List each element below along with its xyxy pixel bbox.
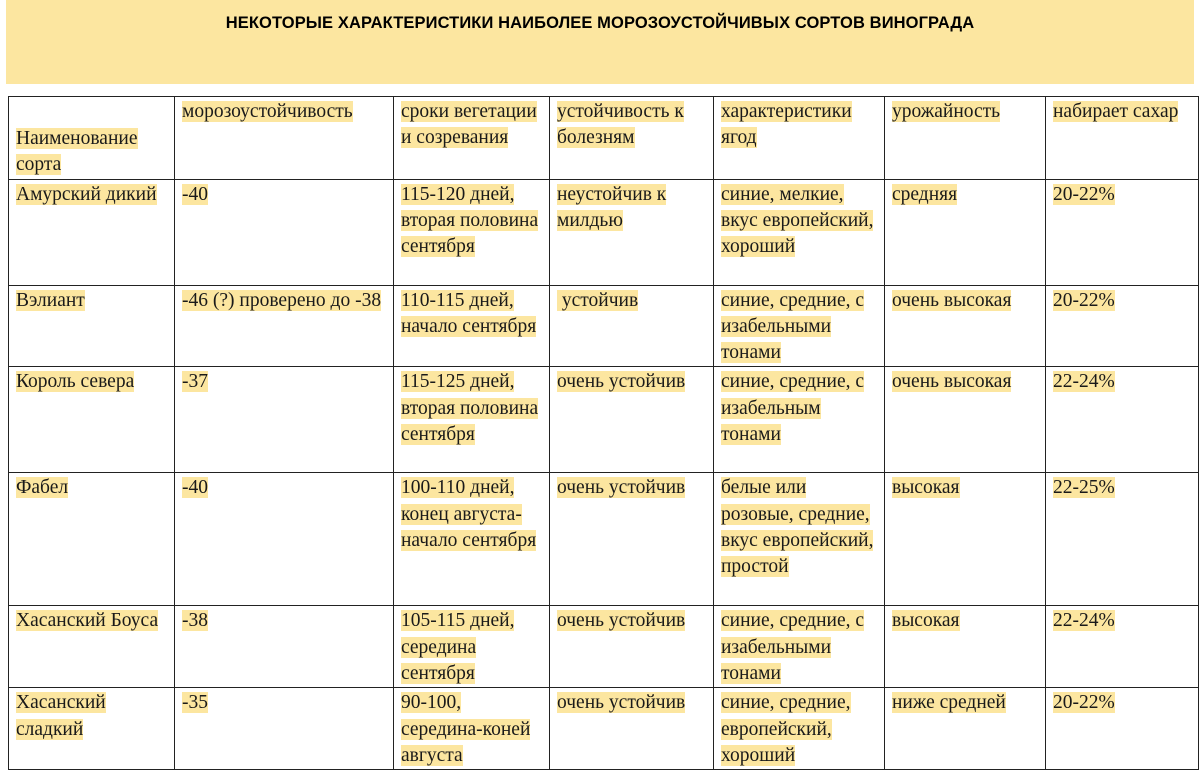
- grape-varieties-table: [8, 96, 1199, 770]
- berry-characteristics-cell: синие, средние, европейский, хороший: [714, 688, 885, 770]
- yield-cell: ниже средней: [885, 688, 1046, 770]
- berry-characteristics-cell: синие, мелкие, вкус европейский, хороший: [714, 179, 885, 285]
- table-row: [9, 688, 1199, 770]
- vegetation-period-cell: 115-120 дней, вторая половина сентября: [394, 179, 550, 285]
- yield-cell: высокая: [885, 473, 1046, 606]
- header-cell-text: морозоустойчивость: [182, 101, 353, 122]
- table-row: [9, 473, 1199, 606]
- disease-resistance-cell: неустойчив к милдью: [550, 179, 714, 285]
- disease-resistance-cell: очень устойчив: [550, 606, 714, 688]
- header-cell: [394, 97, 550, 180]
- sugar-content-cell: 20-22%: [1046, 688, 1199, 770]
- vegetation-period-cell: 110-115 дней, начало сентября: [394, 285, 550, 367]
- frost-resistance-cell: -35: [175, 688, 394, 770]
- vegetation-period-cell: 115-125 дней, вторая половина сентября: [394, 367, 550, 473]
- table-row: [9, 606, 1199, 688]
- frost-resistance-cell: -40: [175, 179, 394, 285]
- variety-name-cell: Вэлиант: [9, 285, 175, 367]
- variety-name-cell: Фабел: [9, 473, 175, 606]
- yield-cell: высокая: [885, 606, 1046, 688]
- sugar-content-cell: 20-22%: [1046, 285, 1199, 367]
- table-header-row: [9, 97, 1199, 180]
- header-cell-text: набирает сахар: [1053, 101, 1179, 122]
- berry-characteristics-cell: синие, средние, с изабельными тонами: [714, 606, 885, 688]
- frost-resistance-cell: -46 (?) проверено до -38: [175, 285, 394, 367]
- frost-resistance-cell: -40: [175, 473, 394, 606]
- header-cell-text: характеристики ягод: [721, 101, 852, 149]
- sugar-content-cell: 22-24%: [1046, 367, 1199, 473]
- header-cell: [885, 97, 1046, 180]
- table-row: [9, 179, 1199, 285]
- vegetation-period-cell: 105-115 дней, середина сентября: [394, 606, 550, 688]
- table-row: [9, 367, 1199, 473]
- title-banner: [6, 0, 1194, 84]
- variety-name-cell: Амурский дикий: [9, 179, 175, 285]
- vegetation-period-cell: 90-100, середина-коней августа: [394, 688, 550, 770]
- disease-resistance-cell: устойчив: [550, 285, 714, 367]
- header-cell-text: урожайность: [892, 101, 1001, 122]
- yield-cell: очень высокая: [885, 367, 1046, 473]
- header-cell: [550, 97, 714, 180]
- yield-cell: очень высокая: [885, 285, 1046, 367]
- vegetation-period-cell: 100-110 дней, конец августа-начало сентября: [394, 473, 550, 606]
- sugar-content-cell: 22-24%: [1046, 606, 1199, 688]
- sugar-content-cell: 20-22%: [1046, 179, 1199, 285]
- header-cell-text: сроки вегетации и созревания: [401, 101, 537, 149]
- disease-resistance-cell: очень устойчив: [550, 367, 714, 473]
- header-cell: [175, 97, 394, 180]
- header-cell: [1046, 97, 1199, 180]
- header-cell-text: Наименование сорта: [16, 128, 138, 176]
- frost-resistance-cell: -37: [175, 367, 394, 473]
- sugar-content-cell: 22-25%: [1046, 473, 1199, 606]
- variety-name-cell: Король севера: [9, 367, 175, 473]
- header-cell: [9, 97, 175, 180]
- berry-characteristics-cell: синие, средние, с изабельным тонами: [714, 367, 885, 473]
- berry-characteristics-cell: белые или розовые, средние, вкус европейский, простой: [714, 473, 885, 606]
- header-cell: [714, 97, 885, 180]
- table-row: [9, 285, 1199, 367]
- yield-cell: средняя: [885, 179, 1046, 285]
- berry-characteristics-cell: синие, средние, с изабельными тонами: [714, 285, 885, 367]
- header-cell-text: устойчивость к болезням: [557, 101, 684, 149]
- disease-resistance-cell: очень устойчив: [550, 473, 714, 606]
- frost-resistance-cell: -38: [175, 606, 394, 688]
- disease-resistance-cell: очень устойчив: [550, 688, 714, 770]
- variety-name-cell: Хасанский сладкий: [9, 688, 175, 770]
- variety-name-cell: Хасанский Боуса: [9, 606, 175, 688]
- document-title: НЕКОТОРЫЕ ХАРАКТЕРИСТИКИ НАИБОЛЕЕ МОРОЗОУСТОЙЧИВЫХ СОРТОВ ВИНОГРАДА: [225, 14, 975, 32]
